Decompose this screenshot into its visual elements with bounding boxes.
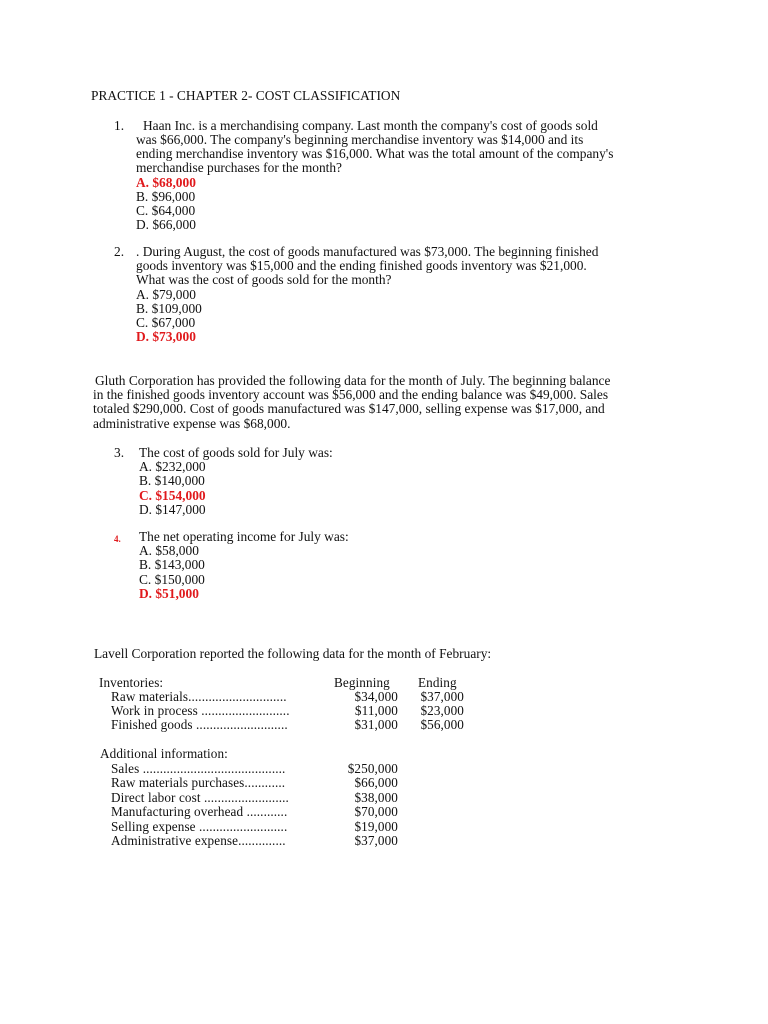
additional-row-value: $66,000: [354, 775, 398, 790]
gluth-paragraph: [93, 374, 693, 431]
question-2-text: [136, 245, 696, 344]
additional-row-value: $70,000: [354, 804, 398, 819]
question-1-option-c: C. $64,000: [136, 203, 196, 219]
column-header-beginning: Beginning: [334, 675, 390, 690]
question-1-option-a-correct: A. $68,000: [136, 174, 196, 190]
additional-row-label: Manufacturing overhead ............: [111, 804, 288, 819]
inventory-row-beginning: $34,000: [354, 689, 398, 704]
inventory-row-label: Work in process ..........................: [111, 703, 290, 718]
question-3-option-b: B. $140,000: [139, 473, 205, 489]
question-1-line: merchandise purchases for the month?: [136, 160, 342, 176]
question-2-option-d-correct: D. $73,000: [136, 329, 196, 345]
question-4-option-a: A. $58,000: [139, 543, 199, 559]
inventory-row-beginning: $31,000: [354, 717, 398, 732]
lavell-intro: Lavell Corporation reported the following data for the month of February:: [94, 646, 492, 661]
question-3-option-d: D. $147,000: [139, 501, 206, 517]
additional-row-label: Selling expense ..........................: [111, 819, 288, 834]
column-header-ending: Ending: [418, 675, 457, 690]
question-2-line: What was the cost of goods sold for the month?: [136, 272, 392, 288]
inventory-row-ending: $37,000: [420, 689, 464, 704]
question-1-option-b: B. $96,000: [136, 188, 196, 204]
inventory-row-beginning: $11,000: [354, 703, 398, 718]
additional-row-label: Direct labor cost .........................: [111, 790, 289, 805]
question-2-option-a: A. $79,000: [136, 286, 196, 302]
question-1-line: was $66,000. The company's beginning merchandise inventory was $14,000 and its: [136, 132, 584, 147]
question-1-option-d: D. $66,000: [136, 217, 196, 233]
question-4-option-d-correct: D. $51,000: [139, 585, 199, 601]
question-3-option-a: A. $232,000: [139, 459, 206, 475]
inventory-row-label: Raw materials.............................: [111, 689, 287, 704]
additional-row-label: Sales ..........................................: [111, 761, 286, 776]
additional-row-label: Raw materials purchases............: [111, 775, 286, 790]
question-4-prompt: The net operating income for July was:: [139, 529, 349, 544]
question-1-number: 1.: [114, 118, 125, 133]
question-2-line: goods inventory was $15,000 and the ending finished goods inventory was $21,000.: [136, 258, 587, 274]
question-3-text: [139, 446, 699, 517]
additional-row-value: $37,000: [354, 833, 398, 848]
inventory-row-ending: $23,000: [420, 703, 464, 718]
question-2-option-b: B. $109,000: [136, 300, 202, 316]
additional-row-value: $19,000: [354, 819, 398, 834]
question-2-number: 2.: [114, 244, 125, 259]
question-4-option-b: B. $143,000: [139, 557, 205, 573]
additional-info-label: Additional information:: [100, 746, 228, 761]
gluth-line: in the finished goods inventory account was $56,000 and the ending balance was $49,000. Sales: [93, 387, 609, 403]
additional-row-value: $250,000: [347, 761, 398, 776]
question-2-option-c: C. $67,000: [136, 315, 196, 331]
gluth-line: Gluth Corporation has provided the following data for the month of July. The beginning balance: [95, 373, 611, 388]
inventories-label: Inventories:: [99, 675, 164, 690]
question-4-number: 4.: [114, 534, 121, 544]
inventory-row-ending: $56,000: [420, 717, 464, 732]
question-2-line: . During August, the cost of goods manufactured was $73,000. The beginning finished: [136, 244, 599, 259]
question-3-number: 3.: [114, 445, 125, 460]
additional-row-value: $38,000: [354, 790, 398, 805]
inventory-row-label: Finished goods ...........................: [111, 717, 288, 732]
question-1-text-cont: [136, 133, 696, 232]
question-3-option-c-correct: C. $154,000: [139, 487, 206, 503]
question-3-prompt: The cost of goods sold for July was:: [139, 445, 333, 460]
question-1-line: ending merchandise inventory was $16,000. What was the total amount of the company's: [136, 146, 614, 162]
additional-row-label: Administrative expense..............: [111, 833, 286, 848]
gluth-line: totaled $290,000. Cost of goods manufactured was $147,000, selling expense was $17,000, and: [93, 401, 605, 417]
question-1-line: Haan Inc. is a merchandising company. Last month the company's cost of goods sold: [143, 118, 598, 133]
gluth-line: administrative expense was $68,000.: [93, 415, 291, 431]
question-4-text: [139, 530, 699, 601]
page-title: PRACTICE 1 - CHAPTER 2- COST CLASSIFICATION: [91, 88, 401, 103]
question-4-option-c: C. $150,000: [139, 571, 205, 587]
